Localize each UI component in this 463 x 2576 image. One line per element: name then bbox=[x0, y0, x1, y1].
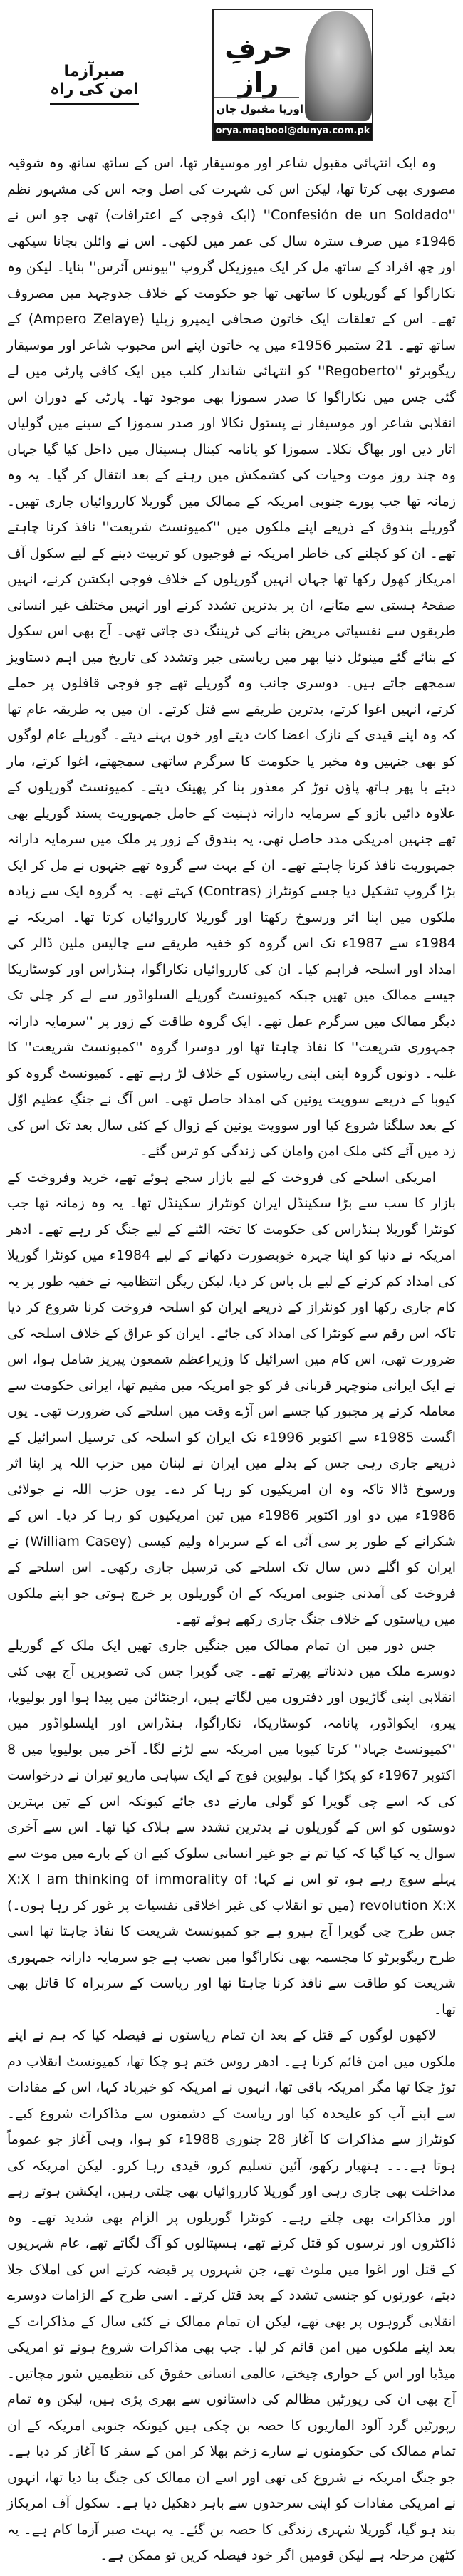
paragraph: لاکھوں لوگوں کے قتل کے بعد ان تمام ریاستوں نے فیصلہ کیا کہ ہم نے اپنے ملکوں میں امن قائم کرنا ہے۔ ادھر روس ختم ہو چکا تھا، کمیونسٹ انقلاب دم توڑ چکا تھا مگر امریکہ باقی تھا، انہوں نے امریکہ کو خیرباد کہا، اس کے مفادات سے اپنے آپ کو علیحدہ کیا اور ریاست کے دشمنوں سے مذاکرات شروع کیے۔ کونٹراز سے مذاکرات کا آغاز 28 جنوری 1988ء کو ہوا، وہی آغاز جو عموماً ہوتا ہے۔۔۔ ہتھیار رکھو، آئین تسلیم کرو، قیدی رہا کرو۔ لیکن امریکہ کی مداخلت بھی جاری رہی اور گوریلا کارروائیاں بھی چلتی رہیں، ایکشن ہوتے رہے اور مذاکرات بھی چلتے رہے۔ کونٹرا گوریلوں پر الزام بھی شدید تھے۔ وہ ڈاکٹروں اور نرسوں کو قتل کرتے تھے، ہسپتالوں کو آگ لگاتے تھے، عام شہریوں کے قتل اور اغوا میں ملوث تھے، جن شہروں پر قبضہ کرتے اس کی املاک جلا دیتے، عورتوں کو جنسی تشدد کے بعد قتل کرتے۔ اسی طرح کے الزامات دوسرے انقلابی گروہوں پر بھی تھے، لیکن ان تمام ممالک نے کئی سال کے مذاکرات کے بعد اپنے ملکوں میں امن قائم کر لیا۔ جب بھی مذاکرات شروع ہوتے تو امریکی میڈیا اور اس کے حواری چیختے، عالمی انسانی حقوق کی تنظیمیں شور مچاتیں۔ آج بھی ان کی رپورٹیں مظالم کی داستانوں سے بھری پڑی ہیں، لیکن وہ تمام رپورٹیں گرد آلود الماریوں کا حصہ بن چکی ہیں کیونکہ جنوبی امریکہ کے ان تمام ممالک کی حکومتوں نے سارے زخم بھلا کر امن کے سفر کا آغاز کر دیا ہے۔ جو جنگ امریکہ نے شروع کی تھی اور اسے ان ممالک کی جنگ بنا دیا تھا، انہوں نے امریکی مفادات کو اپنی سرحدوں سے باہر دھکیل دیا ہے۔ سکول آف امریکاز بند ہو گیا، گوریلا شہری زندگی کا حصہ بن گئے۔ یہ بہت صبر آزما کام ہے۔ یہ کٹھن مرحلہ ہے لیکن قومیں اگر خود فیصلہ کریں تو ممکن ہے۔ bbox=[7, 2027, 456, 2563]
paragraph: وہ ایک انتہائی مقبول شاعر اور موسیقار تھا، اس کے ساتھ ساتھ وہ شوقیہ مصوری بھی کرتا تھا، لیکن اس کی شہرت کی اصل وجہ اس کی مشہور نظم ''Confesión de un Soldado'' (ایک فوجی کے اعترافات) تھی جو اس نے 1946ء میں صرف سترہ سال کی عمر میں لکھی۔ اس نے وائلن بجانا سیکھی اور چھ افراد کے ساتھ مل کر ایک میوزیکل گروپ ''بیونس آئرس'' بنایا۔ لیکن وہ نکاراگوا کے گوریلوں کا ساتھی تھا جو حکومت کے خلاف جدوجہد میں مصروف تھے۔ اس کے تعلقات ایک خاتون صحافی ایمپرو زیلیا (Ampero Zelaye) کے ساتھ تھے۔ 21 ستمبر 1956ء میں یہ خاتون اپنے اس محبوب شاعر اور موسیقار ریگوبرٹو ''Regoberto'' کو انتہائی شاندار کلب میں ایک کافی پارٹی میں لے گئی جس میں نکاراگوا کا صدر سموزا بھی موجود تھا۔ پارٹی کے دوران اس انقلابی شاعر اور موسیقار نے پستول نکالا اور صدر سموزا کے سینے میں گولیاں اتار دیں اور بھاگ نکلا۔ سموزا کو پانامہ کینال ہسپتال میں داخل کیا گیا جہاں وہ چند روز موت وحیات کی کشمکش میں رہنے کے بعد انتقال کر گیا۔ یہ وہ زمانہ تھا جب پورے جنوبی امریکہ کے ممالک میں گوریلا کارروائیاں جاری تھیں۔ گوریلے بندوق کے ذریعے اپنے ملکوں میں ''کمیونسٹ شریعت'' نافذ کرنا چاہتے تھے۔ ان کو کچلنے کی خاطر امریکہ نے فوجیوں کو تربیت دینے کے لیے سکول آف امریکاز کھول رکھا تھا جہاں انہیں گوریلوں کے خلاف فوجی ایکشن کرنے، انہیں صفحۂ ہستی سے مٹانے، ان پر بدترین تشدد کرنے اور انہیں مختلف غیر انسانی طریقوں سے نفسیاتی مریض بنانے کی ٹریننگ دی جاتی تھی۔ آج بھی اس سکول کے بنائے گئے مینوئل دنیا بھر میں ریاستی جبر وتشدد کی تاریخ میں اہم دستاویز سمجھے جاتے ہیں۔ دوسری جانب وہ گوریلے تھے جو فوجی قافلوں پر حملے کرتے، انہیں اغوا کرتے، بدترین طریقے سے قتل کرتے۔ ان میں یہ طریقہ عام تھا کہ وہ اپنے قیدی کے نازک اعضا کاٹ دیتے اور خون بہنے دیتے۔ گوریلے عام لوگوں کو بھی جنہیں وہ مخبر یا حکومت کا سرگرم ساتھی سمجھتے، اغوا کرتے، مار دیتے یا پھر ہاتھ پاؤں توڑ کر معذور بنا کر پھینک دیتے۔ کمیونسٹ گوریلوں کے علاوہ دائیں بازو کے سرمایہ دارانہ ذہنیت کے حامل جمہوریت پسند گوریلے بھی تھے جنہیں امریکی مدد حاصل تھی، یہ بندوق کے زور پر ملک میں سرمایہ دارانہ جمہوریت نافذ کرنا چاہتے تھے۔ ان کے بہت سے گروہ تھے جنہوں نے مل کر ایک بڑا گروپ تشکیل دیا جسے کونٹراز (Contras) کہتے تھے۔ یہ گروہ ایک سے زیادہ ملکوں میں اپنا اثر ورسوخ رکھتا اور گوریلا کارروائیاں کرتا تھا۔ امریکہ نے 1984ء سے 1987ء تک اس گروہ کو خفیہ طریقے سے چالیس ملین ڈالر کی امداد اور اسلحہ فراہم کیا۔ ان کی کارروائیاں نکاراگوا، ہنڈراس اور کوسٹاریکا جیسے ممالک میں تھیں جبکہ کمیونسٹ گوریلے السلواڈور سے لے کر چلی تک دیگر ممالک میں سرگرم عمل تھے۔ ایک گروہ طاقت کے زور پر ''سرمایہ دارانہ جمہوری شریعت'' کا نفاذ چاہتا تھا اور دوسرا گروہ ''کمیونسٹ شریعت'' کا غلبہ۔ دونوں گروہ اپنی اپنی ریاستوں کے خلاف لڑ رہے تھے۔ کمیونسٹ گروہ کو کیوبا کے ذریعے سوویت یونین کی امداد حاصل تھی۔ اس آگ نے جنگِ عظیم اوّل کے بعد سلگنا شروع کیا اور سوویت یونین کے زوال کے کئی سال بعد تک اس کی زد میں آئے کئی ملک امن وامان کی زندگی کو ترس گئے۔ bbox=[7, 155, 457, 1159]
author-name: اوریا مقبول جان bbox=[216, 103, 303, 115]
paragraph: امریکی اسلحے کی فروخت کے لیے بازار سجے ہوئے تھے، خرید وفروخت کے بازار کا سب سے بڑا سکینڈل ایران کونٹراز سکینڈل تھا۔ یہ وہ زمانہ تھا جب کونٹرا گوریلا ہنڈراس کی حکومت کا تختہ الٹنے کے لیے جنگ کر رہے تھے۔ ادھر امریکہ نے دنیا کو اپنا چہرہ خوبصورت دکھانے کے لیے 1984ء میں کونٹرا گوریلا کی امداد کم کرنے کے لیے بل پاس کر دیا، لیکن ریگن انتظامیہ نے خفیہ طور پر یہ کام جاری رکھا اور کونٹراز کے ذریعے ایران کو اسلحہ فروخت کرنا شروع کر دیا تاکہ اس رقم سے کونٹرا کی امداد کی جائے۔ ایران کو عراق کے خلاف اسلحہ کی ضرورت تھی، اس کام میں اسرائیل کا وزیراعظم شمعون پیریز شامل ہوا، اس نے ایک ایرانی منوچہر قربانی فر کو جو امریکہ میں مقیم تھا، ایرانی حکومت سے معاملہ کرنے پر مجبور کیا جسے اس آڑے وقت میں اسلحے کی ضرورت تھی۔ یوں اگست 1985ء سے اکتوبر 1996ء تک ایران کو اسلحہ کی ترسیل اسرائیل کے ذریعے جاری رہی جس کے بدلے میں ایران نے لبنان میں حزب اللہ پر اپنا اثر ورسوخ ڈالا تاکہ وہ ان امریکیوں کو رہا کر دے۔ یوں حزب اللہ نے جولائی 1986ء میں دو اور اکتوبر 1986ء میں تین امریکیوں کو رہا کر دیا۔ اس کے شکرانے کے طور پر سی آئی اے کے سربراہ ولیم کیسی (William Casey) نے ایران کو اگلے دس سال تک اسلحے کی ترسیل جاری رکھی۔ اس اسلحے کے فروخت کی آمدنی جنوبی امریکہ کے ان گوریلوں پر خرچ ہوتی جو اپنے ملکوں میں ریاستوں کے خلاف جنگ جاری رکھے ہوئے تھے۔ bbox=[7, 1169, 457, 1627]
article-body bbox=[0, 146, 463, 2576]
column-header bbox=[0, 0, 463, 146]
author-photo bbox=[305, 11, 372, 121]
article-title: صبرآزما امن کی راہ bbox=[50, 63, 139, 105]
divider bbox=[214, 97, 299, 98]
column-logo: حرفِ راز bbox=[224, 33, 293, 98]
paragraph: جس دور میں ان تمام ممالک میں جنگیں جاری تھیں ایک ملک کے گوریلے دوسرے ملک میں دندناتے پھرتے تھے۔ چی گویرا جس کی تصویریں آج بھی کئی انقلابی اپنی گاڑیوں اور دفتروں میں لگاتے ہیں، ارجنٹائن میں پیدا ہوا اور بولیویا، پیرو، ایکواڈور، پانامہ، کوسٹاریکا، نکاراگوا، ہنڈراس اور ایلسلواڈور میں ''کمیونسٹ جہاد'' کرتا کیوبا میں امریکہ سے لڑنے لگا۔ آخر میں بولیویا میں 8 اکتوبر 1967ء کو پکڑا گیا۔ بولیوین فوج کے ایک سپاہی ماریو تیران نے درخواست کی کہ اسے چی گویرا کو گولی مارنے دی جائے کیونکہ اس کے تین بہترین دوستوں کو اس کے گوریلوں نے بدترین تشدد سے ہلاک کیا تھا۔ اس سے آخری سوال یہ کیا گیا کہ کیا تم نے جو غیر انسانی سلوک کیے ان کے بارے میں موت سے پہلے سوچ رہے ہو، تو اس نے کہا: X:X I am thinking of immorality of revolution X:X (میں تو انقلاب کی غیر اخلاقی نفسیات پر غور کر رہا ہوں۔) جس طرح چی گویرا آج ہیرو ہے جو کمیونسٹ شریعت کا نفاذ چاہتا تھا اسی طرح ریگوبرٹو کا مجسمہ بھی نکاراگوا میں نصب ہے جو سرمایہ دارانہ جمہوری شریعت کو طاقت سے نافذ کرنا چاہتا تھا اور ریاست کے سربراہ کا قاتل بھی تھا۔ bbox=[7, 1637, 456, 2017]
columnist-banner bbox=[212, 9, 373, 141]
author-email: orya.maqbool@dunya.com.pk bbox=[214, 123, 372, 140]
